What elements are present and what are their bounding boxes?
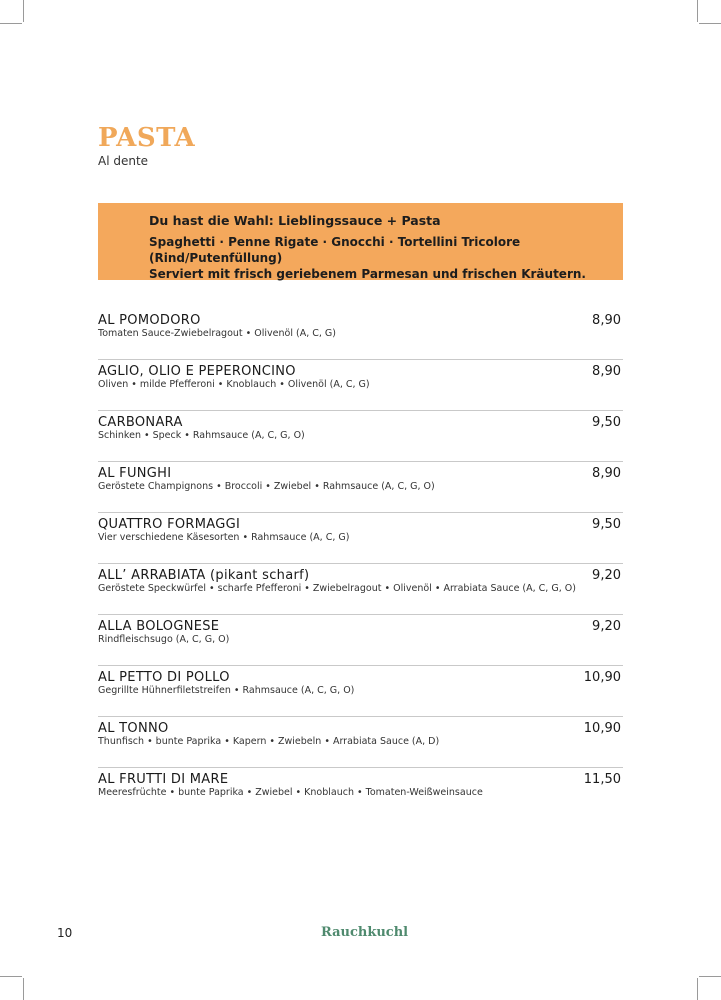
page-subtitle: Al dente <box>98 154 149 168</box>
menu-list <box>98 309 623 819</box>
menu-item <box>98 564 623 615</box>
item-price: 9,20 <box>592 619 621 634</box>
crop-mark <box>699 976 721 977</box>
item-price: 8,90 <box>592 313 621 328</box>
item-name: CARBONARA <box>98 415 183 430</box>
item-name: ALLA BOLOGNESE <box>98 619 220 634</box>
item-description: Oliven • milde Pfefferoni • Knoblauch • Olivenöl (A, C, G) <box>98 379 370 390</box>
item-description: Thunfisch • bunte Paprika • Kapern • Zwiebeln • Arrabiata Sauce (A, D) <box>98 736 440 747</box>
menu-item <box>98 309 623 360</box>
item-description: Rindfleischsugo (A, C, G, O) <box>98 634 230 645</box>
page-number: 10 <box>57 926 73 940</box>
serving-note: Serviert mit frisch geriebenem Parmesan und frischen Kräutern. <box>149 267 586 281</box>
item-name: QUATTRO FORMAGGI <box>98 517 241 532</box>
crop-mark <box>0 23 22 24</box>
item-price: 8,90 <box>592 364 621 379</box>
item-name: AL FUNGHI <box>98 466 172 481</box>
item-description: Schinken • Speck • Rahmsauce (A, C, G, O) <box>98 430 305 441</box>
item-price: 11,50 <box>583 772 621 787</box>
crop-mark <box>23 978 24 1000</box>
item-name: AGLIO, OLIO E PEPERONCINO <box>98 364 296 379</box>
item-name: AL POMODORO <box>98 313 201 328</box>
menu-item <box>98 666 623 717</box>
item-price: 8,90 <box>592 466 621 481</box>
crop-mark <box>699 23 721 24</box>
crop-mark <box>697 978 698 1000</box>
item-description: Tomaten Sauce-Zwiebelragout • Olivenöl (A, C, G) <box>98 328 336 339</box>
item-description: Geröstete Champignons • Broccoli • Zwiebel • Rahmsauce (A, C, G, O) <box>98 481 435 492</box>
menu-item <box>98 411 623 462</box>
item-description: Gegrillte Hühnerfiletstreifen • Rahmsauce (A, C, G, O) <box>98 685 355 696</box>
item-name: ALL’ ARRABIATA (pikant scharf) <box>98 568 310 583</box>
item-description: Meeresfrüchte • bunte Paprika • Zwiebel • Knoblauch • Tomaten-Weißweinsauce <box>98 787 483 798</box>
item-description: Vier verschiedene Käsesorten • Rahmsauce (A, C, G) <box>98 532 350 543</box>
item-name: AL FRUTTI DI MARE <box>98 772 229 787</box>
menu-item <box>98 768 623 819</box>
item-name: AL TONNO <box>98 721 169 736</box>
item-price: 9,20 <box>592 568 621 583</box>
item-price: 9,50 <box>592 517 621 532</box>
choice-heading: Du hast die Wahl: Lieblingssauce + Pasta <box>149 213 441 228</box>
menu-item <box>98 717 623 768</box>
choice-box <box>98 203 623 280</box>
crop-mark <box>23 0 24 22</box>
menu-item <box>98 462 623 513</box>
pasta-options: Spaghetti · Penne Rigate · Gnocchi · Tortellini Tricolore (Rind/Putenfüllung) <box>149 235 521 265</box>
item-name: AL PETTO DI POLLO <box>98 670 230 685</box>
page-title: PASTA <box>98 123 196 153</box>
crop-mark <box>697 0 698 22</box>
item-price: 9,50 <box>592 415 621 430</box>
item-price: 10,90 <box>583 670 621 685</box>
menu-item <box>98 360 623 411</box>
menu-item <box>98 513 623 564</box>
menu-item <box>98 615 623 666</box>
brand-logo: Rauchkuchl <box>321 925 409 940</box>
crop-mark <box>0 976 22 977</box>
item-price: 10,90 <box>583 721 621 736</box>
item-description: Geröstete Speckwürfel • scharfe Pfefferoni • Zwiebelragout • Olivenöl • Arrabiata Sauce (A, C, G, O) <box>98 583 576 594</box>
